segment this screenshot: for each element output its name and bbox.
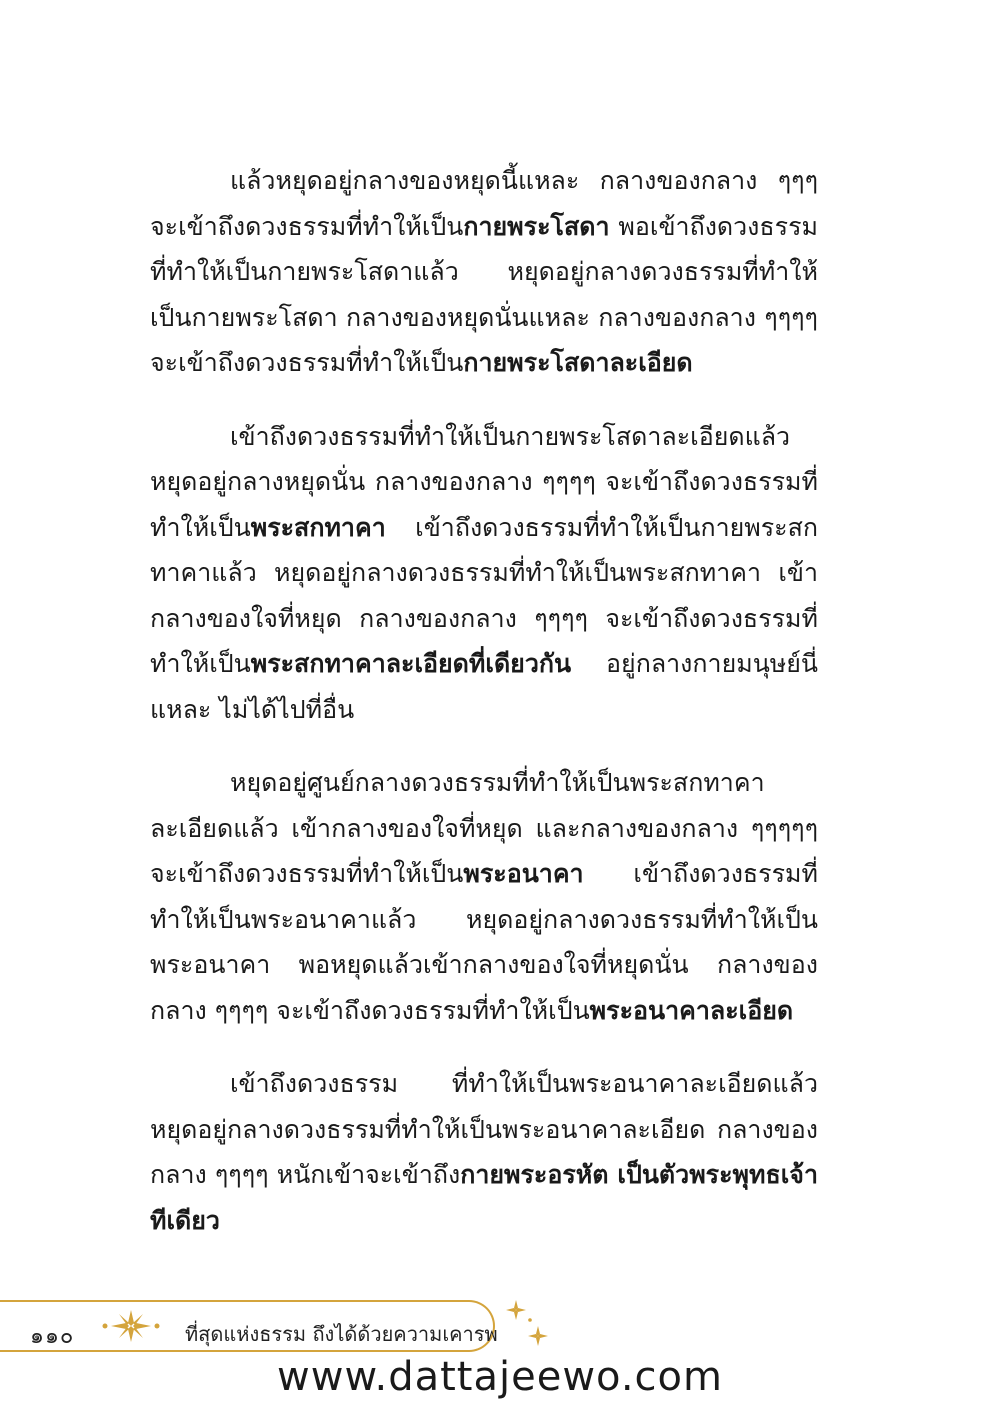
book-title: ที่สุดแห่งธรรม ถึงได้ด้วยความเคารพ <box>185 1322 498 1346</box>
paragraph <box>150 1061 818 1243</box>
text-segment: เข้าถึงดวงธรรม ที่ทำให้เป็นพระอนาคาละเอียดแล้ว หยุดอยู่กลางดวงธรรมที่ทำให้เป็นพระอนาคาละเอียด กลางของกลาง ๆๆๆๆ หนักเข้าจะเข้าถึง <box>150 1069 818 1189</box>
page-number: ๑๑๐ <box>30 1324 75 1349</box>
paragraph <box>150 158 818 386</box>
text-segment: หยุดอยู่ศูนย์กลางดวงธรรมที่ทำให้เป็นพระสกทาคาละเอียดแล้ว เข้ากลางของใจที่หยุด และกลางของกลาง ๆๆๆๆๆ จะเข้าถึงดวงธรรมที่ทำให้เป็น <box>150 768 818 888</box>
text-segment: อยู่กลางกายมนุษย์นี่แหละ ไม่ได้ไปที่อื่น <box>150 649 818 724</box>
main-text <box>150 158 818 1271</box>
gold-sparkle-ornament-icon <box>500 1298 554 1352</box>
bold-term: กายพระโสดา <box>463 211 610 241</box>
text-segment: เข้าถึงดวงธรรมที่ทำให้เป็นพระอนาคาแล้ว หยุดอยู่กลางดวงธรรมที่ทำให้เป็นพระอนาคา พอหยุดแล้วเข้ากลางของใจที่หยุดนั่น กลางของกลาง ๆๆๆๆ จะเข้าถึงดวงธรรมที่ทำให้เป็น <box>150 859 818 1025</box>
bold-term: พระอนาคา <box>463 859 584 888</box>
gold-flower-ornament-icon <box>102 1306 160 1346</box>
text-segment: เข้าถึงดวงธรรมที่ทำให้เป็นกายพระโสดาละเอียดแล้ว หยุดอยู่กลางหยุดนั่น กลางของกลาง ๆๆๆๆ จะเข้าถึงดวงธรรมที่ทำให้เป็น <box>150 421 818 542</box>
text-segment: แล้วหยุดอยู่กลางของหยุดนี้แหละ กลางของกลาง ๆๆๆ จะเข้าถึงดวงธรรมที่ทำให้เป็น <box>150 166 818 241</box>
paragraph <box>150 760 818 1033</box>
text-segment: เข้าถึงดวงธรรมที่ทำให้เป็นกายพระสกทาคาแล้ว หยุดอยู่กลางดวงธรรมที่ทำให้เป็นพระสกทาคา เข้ากลางของใจที่หยุด กลางของกลาง ๆๆๆๆ จะเข้าถึงดวงธรรมที่ทำให้เป็น <box>150 512 818 678</box>
bold-term: กายพระโสดาละเอียด <box>463 348 693 377</box>
paragraph <box>150 414 818 733</box>
website-url: www.dattajeewo.com <box>277 1354 723 1400</box>
bold-term: กายพระอรหัต เป็นตัวพระพุทธเจ้าทีเดียว <box>150 1160 818 1235</box>
text-segment: พอเข้าถึงดวงธรรมที่ทำให้เป็นกายพระโสดาแล้ว หยุดอยู่กลางดวงธรรมที่ทำให้เป็นกายพระโสดา กลางของหยุดนั่นแหละ กลางของกลาง ๆๆๆๆ จะเข้าถึงดวงธรรมที่ทำให้เป็น <box>150 211 818 377</box>
bold-term: พระอนาคาละเอียด <box>589 995 794 1025</box>
bold-term: พระสกทาคา <box>250 512 386 542</box>
bold-term: พระสกทาคาละเอียดที่เดียวกัน <box>250 649 572 678</box>
